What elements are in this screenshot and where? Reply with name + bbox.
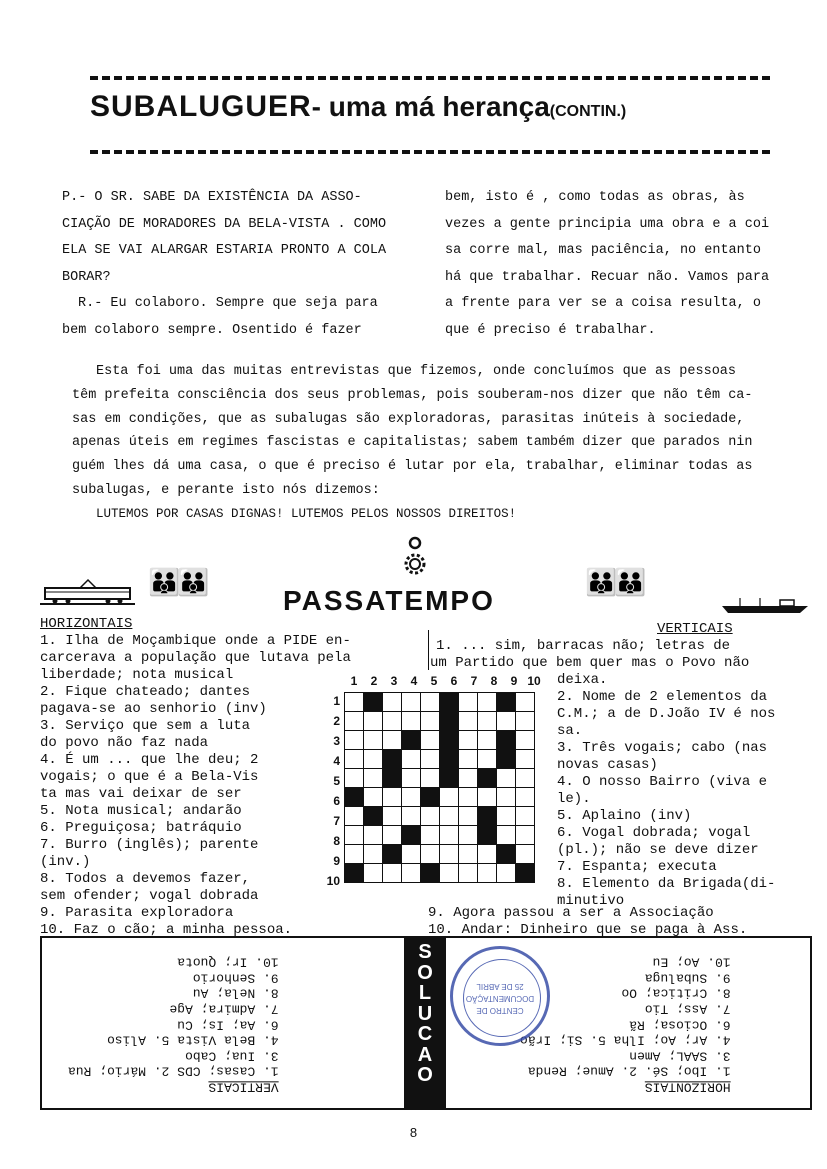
grid-cell-black [421,788,440,807]
solution-line: 7. Admira; Age [169,1001,279,1017]
grid-column-number: 9 [510,674,518,688]
solution-line: 9. Subaluga [644,970,731,986]
clue-line: 2. Nome de 2 elementos da [557,689,768,705]
verticais-clues [557,672,775,910]
top-divider [90,76,770,80]
column-divider [428,630,429,670]
grid-row [345,769,535,788]
grid-cell[interactable] [478,864,497,883]
grid-cell-black [364,807,383,826]
grid-column-number: 5 [430,674,438,688]
verticais-clues-bottom [428,905,747,939]
grid-cell[interactable] [383,826,402,845]
family-figures-left: 👪👪 [148,569,207,599]
grid-column-number: 6 [450,674,458,688]
grid-row-number: 10 [326,874,340,888]
body-line: sas em condições, que as subalugas são exploradoras, parasitas inúteis à sociedade, [72,411,745,427]
grid-row [345,826,535,845]
interview-line: bem colaboro sempre. Osentido é fazer [62,322,362,338]
solution-letter: L [418,982,432,1004]
gear-icon [403,536,427,578]
family-figures-right: 👪👪 [585,569,644,599]
solution-banner [404,938,446,1108]
grid-row [345,712,535,731]
grid-cell[interactable] [402,788,421,807]
interview-line: BORAR? [62,269,111,285]
solution-horizontais [520,954,731,1094]
grid-cell[interactable] [345,693,364,712]
grid-row [345,864,535,883]
grid-row-number: 6 [333,794,340,808]
grid-cell[interactable] [459,693,478,712]
grid-column-number: 10 [527,674,541,688]
grid-cell[interactable] [478,845,497,864]
grid-cell[interactable] [402,712,421,731]
grid-cell[interactable] [478,712,497,731]
body-line: Esta foi uma das muitas entrevistas que fizemos, onde concluímos que as pessoas [96,364,737,379]
grid-cell-black [516,864,535,883]
interview-left-column [62,185,422,344]
clue-line: um Partido que bem quer mas o Povo não [430,655,750,671]
grid-cell[interactable] [421,693,440,712]
clue-line: 4. É um ... que lhe deu; 2 [40,752,259,768]
grid-cell[interactable] [497,788,516,807]
grid-cell[interactable] [516,788,535,807]
clue-line: 8. Todos a devemos fazer, [40,871,251,887]
grid-column-number: 8 [490,674,498,688]
interview-line: bem, isto é , como todas as obras, às [445,190,745,205]
grid-cell-black [402,826,421,845]
solution-line: 3. SAAL; Amen [629,1048,731,1064]
solution-letter: S [418,941,432,963]
grid-column-number: 3 [390,674,398,688]
grid-cell[interactable] [364,864,383,883]
grid-cell[interactable] [459,750,478,769]
clue-line: 9. Parasita exploradora [40,905,234,921]
interview-line: a frente para ver se a coisa resulta, o [445,296,761,311]
solution-horizontais-heading: HORIZONTAIS [644,1079,731,1095]
clue-line: 10. Faz o cão; a minha pessoa. [40,922,293,938]
grid-cell[interactable] [497,826,516,845]
grid-cell-black [345,864,364,883]
train-icon [40,578,135,608]
clue-line: 3. Três vogais; cabo (nas [557,740,768,756]
grid-cell[interactable] [383,731,402,750]
clue-line: minutivo [557,893,625,909]
grid-row-number: 5 [333,774,340,788]
clue-line: deixa. [557,672,608,688]
grid-cell[interactable] [516,750,535,769]
grid-cell-black [478,826,497,845]
interview-line: CIAÇÃO DE MORADORES DA BELA-VISTA . COMO [62,216,387,232]
page-title: SUBALUGUER- uma má herança(CONTIN.) [90,90,627,123]
grid-cell[interactable] [459,864,478,883]
grid-cell[interactable] [516,826,535,845]
grid-cell[interactable] [516,807,535,826]
grid-cell[interactable] [497,769,516,788]
slogan: LUTEMOS POR CASAS DIGNAS! LUTEMOS PELOS NOSSOS DIREITOS! [96,506,517,521]
grid-cell-black [440,750,459,769]
grid-cell-black [478,769,497,788]
grid-cell[interactable] [345,750,364,769]
grid-cell-black [478,807,497,826]
interview-line: vezes a gente principia uma obra e a coi [445,216,770,232]
clue-line: ta mas vai deixar de ser [40,786,242,802]
grid-row-number: 1 [333,694,340,708]
grid-cell[interactable] [421,769,440,788]
solution-line: 9. Senhorio [192,970,279,986]
solution-line: 4. Ar; Ao; Ilha 5. Si; Irão [520,1032,731,1048]
grid-cell-black [440,712,459,731]
interview-right-column [445,185,795,344]
solution-letter: U [417,1002,433,1025]
grid-cell[interactable] [421,845,440,864]
clue-line: 6. Vogal dobrada; vogal [557,825,751,841]
grid-cell[interactable] [478,750,497,769]
grid-row-number: 9 [333,854,340,868]
verticais-clues-top [430,638,750,672]
clue-line: 10. Andar: Dinheiro que se paga à Ass. [428,922,748,938]
grid-cell[interactable] [402,693,421,712]
clue-line: carcerava a população que lutava pela [40,650,351,666]
grid-cell[interactable] [345,807,364,826]
clue-line: 5. Aplaino (inv) [557,808,692,824]
grid-cell-black [364,693,383,712]
solution-line: 4. Bela Vista 5. Aliso [107,1032,279,1048]
crossword-grid [344,692,535,883]
clue-line: 4. O nosso Bairro (viva e [557,774,768,790]
solution-line: 6. Ociosa; Rã [629,1016,731,1032]
grid-cell-black [383,769,402,788]
grid-row-number: 7 [333,814,340,828]
clue-line: 3. Serviço que sem a luta [40,718,251,734]
verticais-heading-wrap [657,621,733,638]
interview-line: R.- Eu colaboro. Sempre que seja para [78,296,378,311]
solution-line: 6. Aa; Is; Cu [177,1016,279,1032]
grid-cell[interactable] [516,693,535,712]
grid-cell[interactable] [516,845,535,864]
grid-cell[interactable] [440,788,459,807]
grid-cell[interactable] [478,693,497,712]
grid-cell[interactable] [459,712,478,731]
horizontais-heading: HORIZONTAIS [40,616,133,632]
grid-cell[interactable] [459,845,478,864]
grid-cell[interactable] [459,731,478,750]
interview-line: P.- O SR. SABE DA EXISTÊNCIA DA ASSO- [62,190,362,205]
solution-line: 1. Casas; CDS 2. Mário; Rua [68,1063,279,1079]
clue-line: liberdade; nota musical [40,667,234,683]
grid-cell[interactable] [478,788,497,807]
clue-line: (inv.) [40,854,91,870]
grid-row [345,693,535,712]
grid-cell[interactable] [364,750,383,769]
grid-cell-black [497,693,516,712]
grid-cell[interactable] [497,712,516,731]
solution-line: 3. Iua; Cabo [185,1048,279,1064]
grid-cell[interactable] [402,769,421,788]
clue-line: C.M.; a de D.João IV é nos [557,706,776,722]
grid-cell-black [421,864,440,883]
grid-column-number: 2 [370,674,378,688]
grid-cell[interactable] [364,845,383,864]
grid-cell[interactable] [345,826,364,845]
grid-row-number: 8 [333,834,340,848]
grid-column-number: 4 [410,674,418,688]
solution-line: 8. Nela; Au [192,985,279,1001]
body-line: têm prefeita consciência dos seus problemas, pois souberam-nos dizer que não têm ca- [72,387,753,403]
grid-row [345,750,535,769]
grid-cell[interactable] [459,788,478,807]
clue-line: pagava-se ao senhorio (inv) [40,701,267,717]
grid-cell[interactable] [478,731,497,750]
solution-letter: O [417,1064,433,1086]
clue-line: vogais; o que é a Bela-Vis [40,769,259,785]
grid-column-number: 7 [470,674,478,688]
grid-cell[interactable] [516,712,535,731]
grid-cell[interactable] [383,712,402,731]
grid-cell[interactable] [364,712,383,731]
grid-cell[interactable] [364,769,383,788]
grid-cell-black [383,845,402,864]
grid-cell[interactable] [421,826,440,845]
clue-line: 1. ... sim, barracas não; letras de [436,638,731,654]
grid-cell[interactable] [345,845,364,864]
grid-cell[interactable] [402,845,421,864]
grid-cell[interactable] [459,826,478,845]
body-line: guém lhes dá uma casa, o que é preciso é lutar por ela, trabalhar, eliminar todas as [72,459,753,475]
grid-row [345,845,535,864]
solution-line: 7. Ass; Tio [644,1001,731,1017]
body-paragraph [72,360,777,527]
grid-cell[interactable] [402,750,421,769]
grid-cell[interactable] [421,712,440,731]
grid-cell[interactable] [516,769,535,788]
grid-cell[interactable] [364,788,383,807]
solution-line: 10. Ao; Eu [652,954,731,970]
clue-line: 2. Fique chateado; dantes [40,684,251,700]
puzzle-title: PASSATEMPO [283,585,495,616]
grid-cell[interactable] [345,712,364,731]
grid-cell-black [383,750,402,769]
clue-line: 9. Agora passou a ser a Associação [428,905,714,921]
grid-cell[interactable] [383,788,402,807]
clue-line: do povo não faz nada [40,735,209,751]
clue-line: 7. Burro (inglês); parente [40,837,259,853]
interview-line: ELA SE VAI ALARGAR ESTARIA PRONTO A COLA [62,243,387,258]
grid-cell-black [440,693,459,712]
clue-line: 5. Nota musical; andarão [40,803,242,819]
grid-cell[interactable] [402,864,421,883]
interview-line: que é preciso é trabalhar. [445,322,656,338]
grid-cell[interactable] [459,769,478,788]
grid-cell-black [497,750,516,769]
clue-line: (pl.); não se deve dizer [557,842,759,858]
grid-cell-black [440,731,459,750]
grid-row [345,731,535,750]
grid-cell[interactable] [383,864,402,883]
grid-cell[interactable] [364,826,383,845]
grid-cell[interactable] [440,807,459,826]
clue-line: 1. Ilha de Moçambique onde a PIDE en- [40,633,351,649]
grid-row-number: 2 [333,714,340,728]
clue-line: 6. Preguiçosa; batráquio [40,820,242,836]
clue-line: novas casas) [557,757,658,773]
solution-line: 10. Ir; Quota [177,954,279,970]
clue-line: 8. Elemento da Brigada(di- [557,876,776,892]
solution-box [40,936,812,1110]
grid-cell[interactable] [440,845,459,864]
solution-line: 8. Critica; Oo [621,985,731,1001]
grid-cell[interactable] [383,807,402,826]
horizontais-clues [40,616,351,939]
grid-cell[interactable] [459,807,478,826]
solution-verticais [68,954,279,1094]
solution-verticais-heading: VERTICAIS [208,1079,279,1095]
grid-cell[interactable] [421,731,440,750]
verticais-heading: VERTICAIS [657,621,733,637]
grid-cell[interactable] [421,750,440,769]
body-line: apenas úteis em regimes fascistas e capitalistas; sabem também dizer que parados nin [72,435,753,451]
title-bottom-divider [90,150,770,154]
clue-line: le). [557,791,591,807]
ship-icon [720,594,810,616]
grid-cell-black [402,731,421,750]
grid-cell-black [440,769,459,788]
grid-cell-black [345,788,364,807]
solution-letter: O [417,961,433,984]
solution-letter: C [417,1023,433,1045]
grid-cell[interactable] [383,693,402,712]
clue-line: 7. Espanta; executa [557,859,717,875]
solution-line: 1. Ibo; Sé. 2. Amue; Renda [527,1063,731,1079]
solution-word [404,942,446,1086]
clue-line: sem ofender; vogal dobrada [40,888,259,904]
grid-row-number: 3 [333,734,340,748]
grid-cell[interactable] [364,731,383,750]
grid-cell-black [497,845,516,864]
grid-cell[interactable] [440,826,459,845]
clue-line: sa. [557,723,583,739]
grid-cell[interactable] [516,731,535,750]
grid-row [345,788,535,807]
interview-line: sa corre mal, mas paciência, no entanto [445,243,761,258]
grid-row [345,807,535,826]
grid-cell[interactable] [497,807,516,826]
grid-cell[interactable] [345,769,364,788]
interview-line: há que trabalhar. Recuar não. Vamos para [445,269,770,285]
grid-cell[interactable] [497,864,516,883]
archive-stamp: CENTRO DE DOCUMENTAÇÃO 25 DE ABRIL [450,946,550,1046]
body-line: subalugas, e perante isto nós dizemos: [72,482,380,498]
grid-cell[interactable] [421,807,440,826]
page-number: 8 [409,1125,418,1140]
grid-cell[interactable] [440,864,459,883]
grid-cell[interactable] [402,807,421,826]
grid-cell[interactable] [345,731,364,750]
grid-row-number: 4 [333,754,340,768]
solution-letter: A [417,1043,433,1066]
grid-column-number: 1 [350,674,358,688]
grid-cell-black [497,731,516,750]
